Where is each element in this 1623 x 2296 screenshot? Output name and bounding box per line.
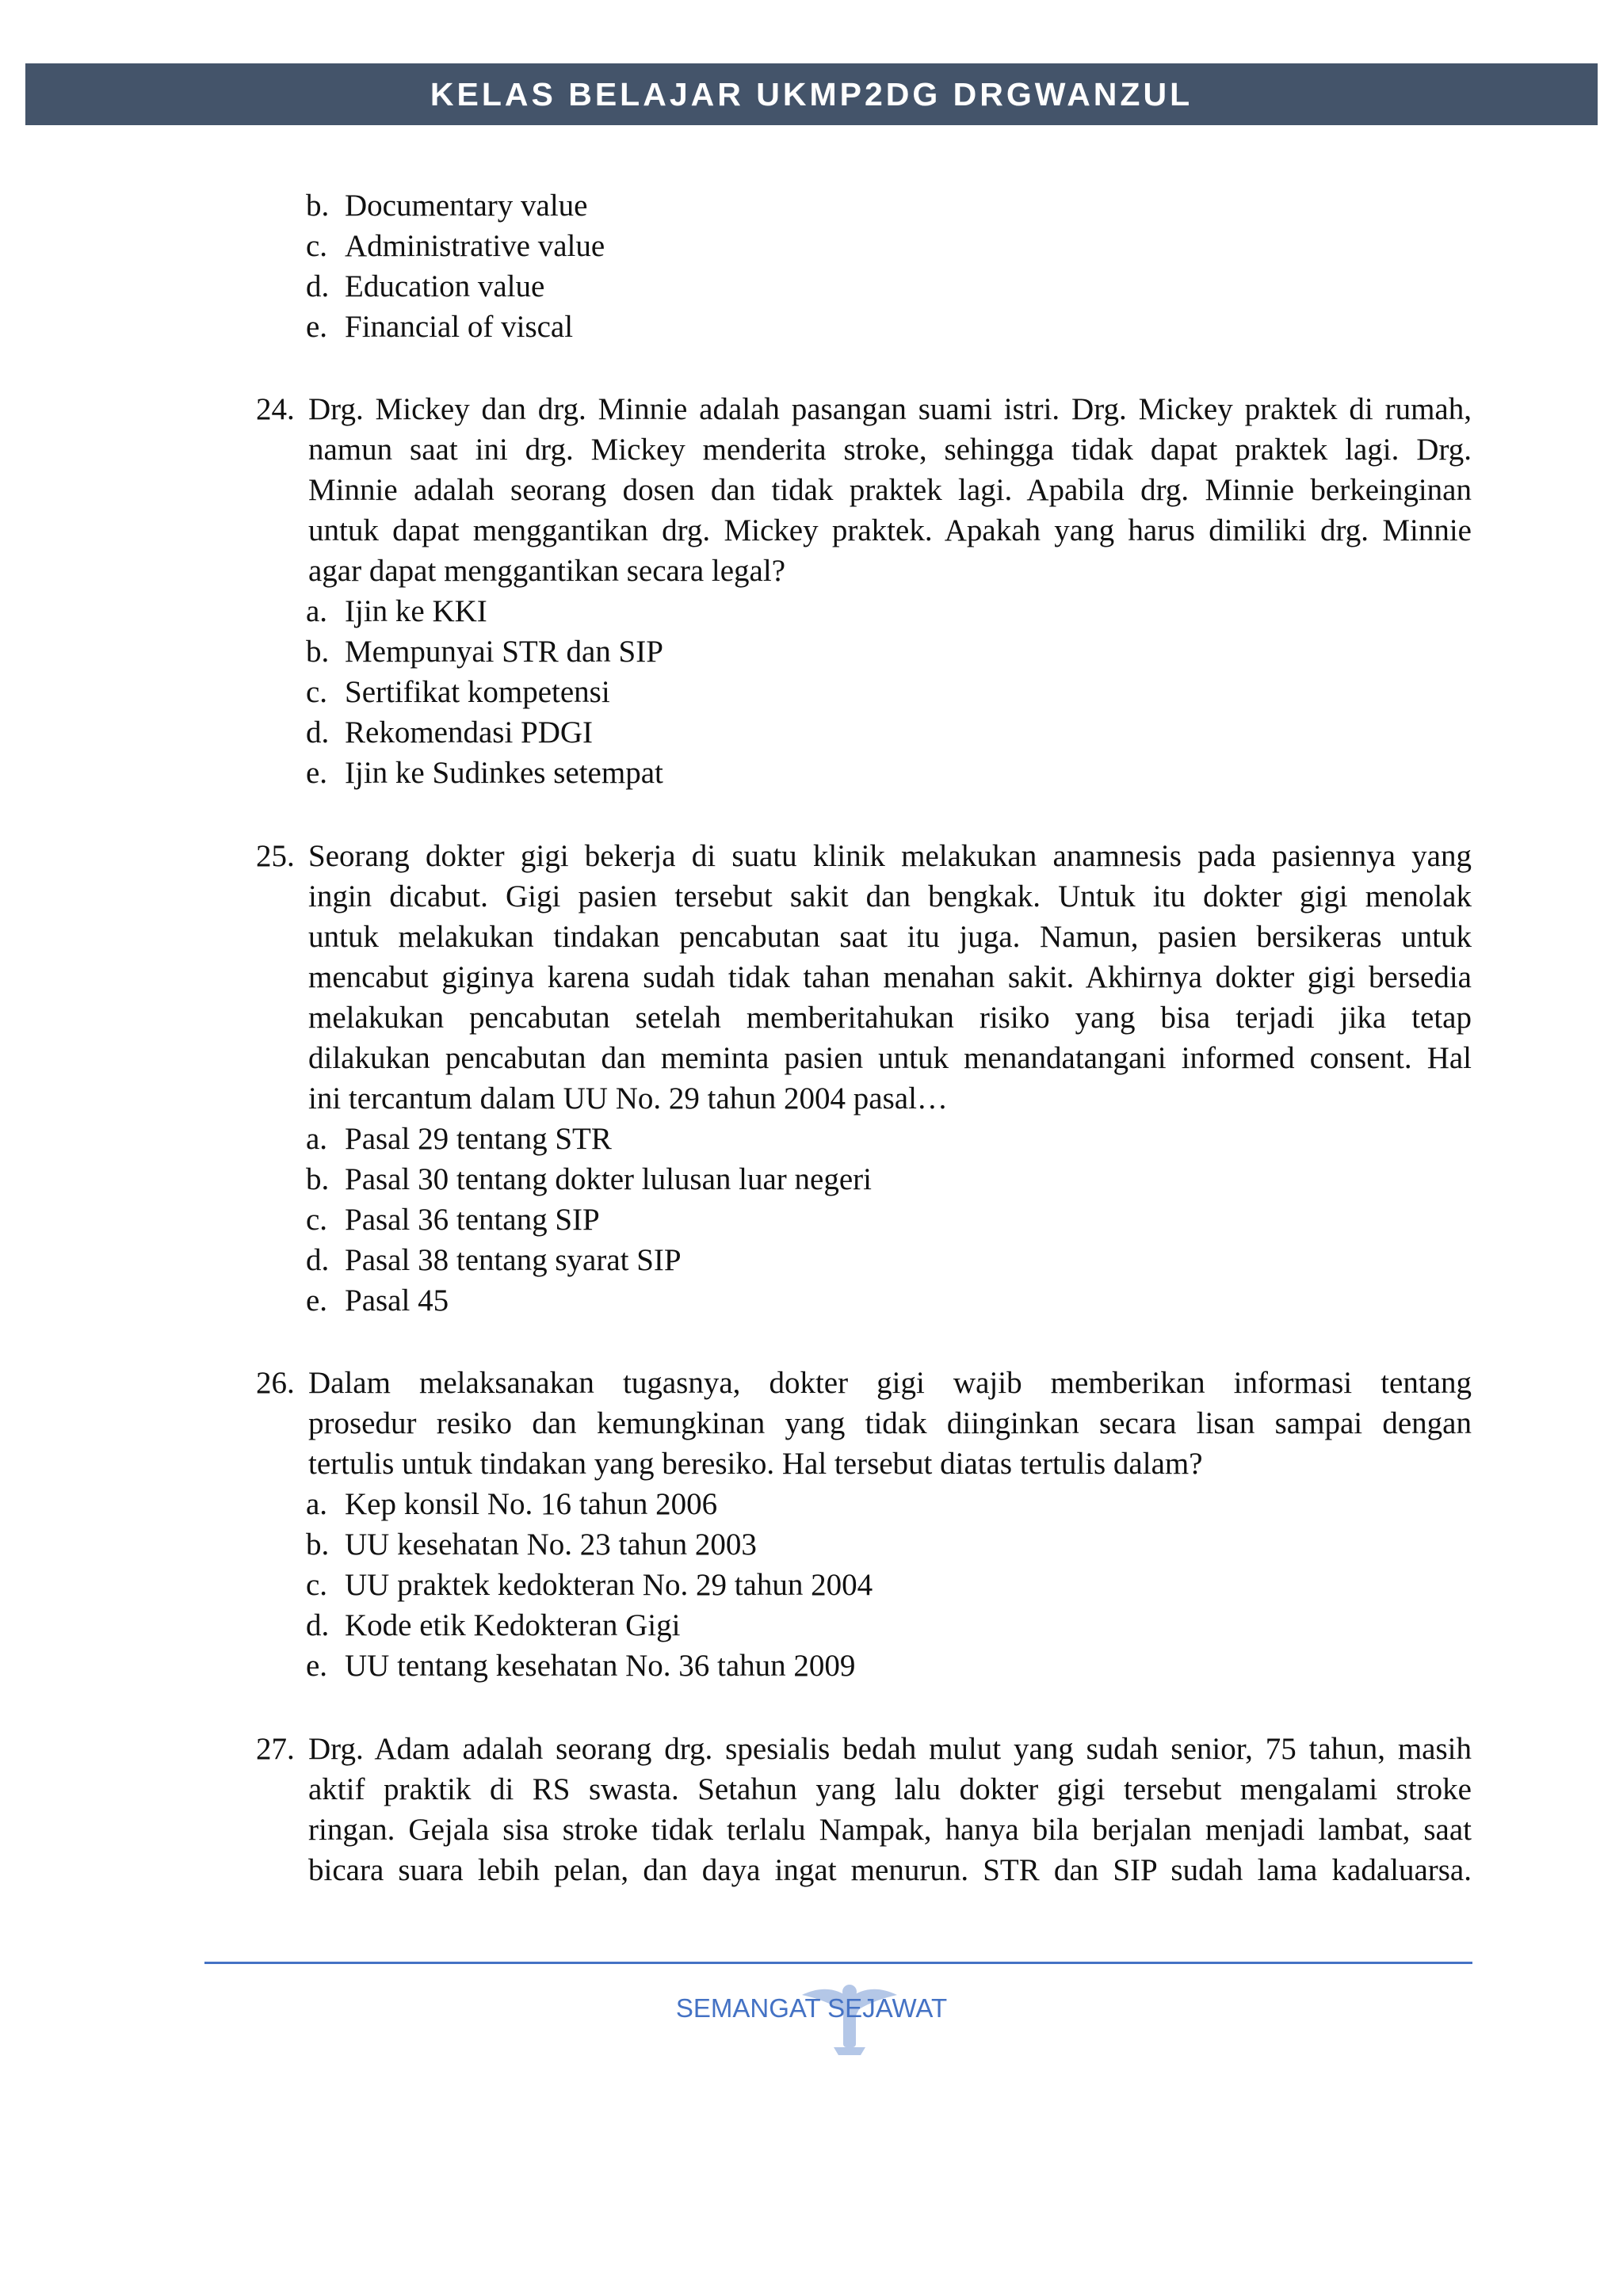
question-text-line: Seorang dokter gigi bekerja di suatu klinik melakukan anamnesis pada pasiennya yang <box>308 839 1472 873</box>
option-letter: b. <box>306 1527 330 1562</box>
option-text: Ijin ke Sudinkes setempat <box>345 756 663 790</box>
question-text-line: tertulis untuk tindakan yang beresiko. Hal tersebut diatas tertulis dalam? <box>308 1447 1203 1481</box>
option-letter: e. <box>306 1283 328 1318</box>
prev-option-letter: e. <box>306 310 328 344</box>
option-letter: a. <box>306 1122 328 1156</box>
question-text-line: ini tercantum dalam UU No. 29 tahun 2004 pasal… <box>308 1081 948 1116</box>
option-letter: d. <box>306 1608 330 1642</box>
prev-option-text: Education value <box>345 269 545 303</box>
footer-divider <box>204 1962 1472 1964</box>
question-text-line: melakukan pencabutan setelah memberitahukan risiko yang bisa terjadi jika tetap <box>308 1001 1472 1035</box>
footer-text: SEMANGAT SEJAWAT <box>675 1993 948 2023</box>
question-number: 25. <box>256 839 295 873</box>
question-text-line: Drg. Adam adalah seorang drg. spesialis bedah mulut yang sudah senior, 75 tahun, masih <box>308 1732 1472 1766</box>
option-text: Pasal 45 <box>345 1283 449 1318</box>
question-text-line: Drg. Mickey dan drg. Minnie adalah pasangan suami istri. Drg. Mickey praktek di rumah, <box>308 392 1472 426</box>
question-text-line: namun saat ini drg. Mickey menderita stroke, sehingga tidak dapat praktek lagi. Drg. <box>308 433 1472 467</box>
option-text: Rekomendasi PDGI <box>345 715 594 749</box>
option-letter: c. <box>306 1568 328 1602</box>
question-text-line: mencabut giginya karena sudah tidak tahan menahan sakit. Akhirnya dokter gigi bersedia <box>308 960 1472 994</box>
option-text: Pasal 30 tentang dokter lulusan luar negeri <box>345 1162 872 1196</box>
option-letter: b. <box>306 1162 330 1196</box>
question-text-line: Dalam melaksanakan tugasnya, dokter gigi wajib memberikan informasi tentang <box>308 1366 1472 1400</box>
question-text-line: untuk melakukan tindakan pencabutan saat itu juga. Namun, pasien bersikeras untuk <box>308 920 1472 954</box>
question-number: 24. <box>256 392 295 426</box>
option-letter: c. <box>306 675 328 709</box>
prev-option-text: Financial of viscal <box>345 310 574 344</box>
option-text: Mempunyai STR dan SIP <box>345 635 663 669</box>
question-text-line: ringan. Gejala sisa stroke tidak terlalu Nampak, hanya bila berjalan menjadi lambat, saat <box>308 1813 1472 1847</box>
prev-option-letter: b. <box>306 189 330 223</box>
option-letter: c. <box>306 1203 328 1237</box>
question-text-line: prosedur resiko dan kemungkinan yang tidak diinginkan secara lisan sampai dengan <box>308 1406 1472 1440</box>
option-text: Pasal 36 tentang SIP <box>345 1203 600 1237</box>
question-text-line: agar dapat menggantikan secara legal? <box>308 554 786 588</box>
option-letter: d. <box>306 715 330 749</box>
option-text: UU tentang kesehatan No. 36 tahun 2009 <box>345 1649 856 1683</box>
option-letter: a. <box>306 1487 328 1521</box>
prev-option-letter: d. <box>306 269 330 303</box>
header-bar <box>25 63 1598 125</box>
option-letter: a. <box>306 594 328 628</box>
question-text-line: untuk dapat menggantikan drg. Mickey praktek. Apakah yang harus dimiliki drg. Minnie <box>308 513 1472 547</box>
option-letter: b. <box>306 635 330 669</box>
option-text: Pasal 29 tentang STR <box>345 1122 612 1156</box>
option-text: Kep konsil No. 16 tahun 2006 <box>345 1487 718 1521</box>
question-text-line: ingin dicabut. Gigi pasien tersebut sakit dan bengkak. Untuk itu dokter gigi menolak <box>308 879 1472 913</box>
question-text-line: dilakukan pencabutan dan meminta pasien untuk menandatangani informed consent. Hal <box>308 1041 1472 1075</box>
prev-option-text: Administrative value <box>345 229 605 263</box>
question-number: 27. <box>256 1732 295 1766</box>
prev-option-text: Documentary value <box>345 189 588 223</box>
question-text-line: bicara suara lebih pelan, dan daya ingat menurun. STR dan SIP sudah lama kadaluarsa. <box>308 1853 1472 1887</box>
option-text: Ijin ke KKI <box>345 594 487 628</box>
question-text-line: Minnie adalah seorang dosen dan tidak praktek lagi. Apabila drg. Minnie berkeinginan <box>308 473 1472 507</box>
option-text: UU praktek kedokteran No. 29 tahun 2004 <box>345 1568 873 1602</box>
option-text: Kode etik Kedokteran Gigi <box>345 1608 681 1642</box>
option-text: UU kesehatan No. 23 tahun 2003 <box>345 1527 757 1562</box>
option-letter: e. <box>306 1649 328 1683</box>
option-letter: e. <box>306 756 328 790</box>
option-letter: d. <box>306 1243 330 1277</box>
question-text-line: aktif praktik di RS swasta. Setahun yang lalu dokter gigi tersebut mengalami stroke <box>308 1772 1472 1806</box>
prev-option-letter: c. <box>306 229 328 263</box>
header-title: KELAS BELAJAR UKMP2DG DRGWANZUL <box>430 75 1193 113</box>
option-text: Sertifikat kompetensi <box>345 675 610 709</box>
question-number: 26. <box>256 1366 295 1400</box>
option-text: Pasal 38 tentang syarat SIP <box>345 1243 682 1277</box>
